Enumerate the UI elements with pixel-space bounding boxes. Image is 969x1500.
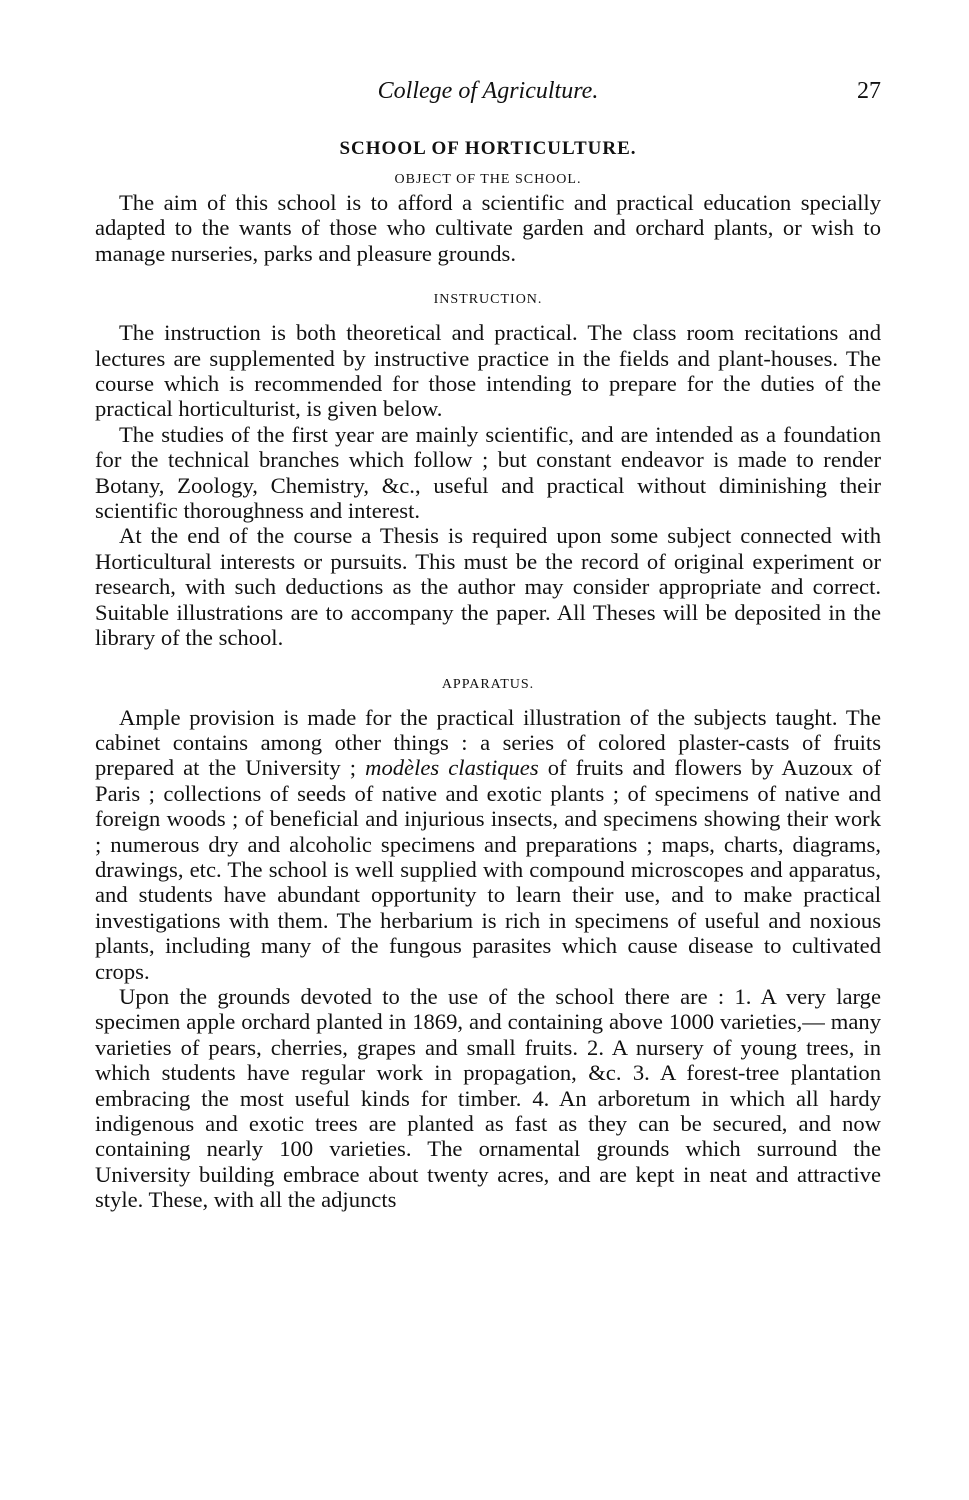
instruction-paragraph-1: The instruction is both theoretical and practical. The class room recitations and lectures are supplemented by instructive practice in the fields and plant-houses. The course which is recommended for those intending to prepare for the duties of the practical horticulturist, is given below. [95,320,881,422]
object-heading: OBJECT OF THE SCHOOL. [394,172,582,187]
page-number: 27 [857,78,881,104]
instruction-paragraph-3: At the end of the course a Thesis is required upon some subject connected with Horticultural interests or pursuits. This must be the record of original experiment or research, with such deductions as the author may consider appropriate and correct. Suitable illustrations are to accompany the paper. All Theses will be deposited in the library of the school. [95,523,881,651]
running-header [95,78,881,112]
running-title: College of Agriculture. [377,78,599,104]
apparatus-p1-italic: modèles clastiques [365,755,539,781]
instruction-paragraph-2: The studies of the first year are mainly scientific, and are intended as a foundation for the technical branches which follow ; but constant endeavor is made to render Botany, Zoology, Chemistry, &c., useful and practical without diminishing their scientific thoroughness and interest. [95,421,881,524]
apparatus-p1-after: of fruits and flowers by Auzoux of Paris ; collections of seeds of native and exotic plants ; of specimens of native and foreign woods ; of beneficial and injurious insects, and specimens showing their work ; numerous dry and alcoholic specimens and preparations ; maps, charts, diagrams, drawings, etc. The school is well supplied with compound microscopes and apparatus, and students have abundant opportunity to learn their use, and to make practical investigations with them. The herbarium is rich in specimens of useful and noxious plants, including many of the fungous parasites which cause disease to cultivated crops. [95,755,881,984]
section-title: SCHOOL OF HORTICULTURE. [339,138,637,159]
apparatus-heading: APPARATUS. [441,676,535,692]
apparatus-p1-before: Ample provision is made for the practical illustration of the subjects taught. The cabinet contains among other things : a series of colored plaster-casts of fruits prepared at the University ; [95,704,881,781]
object-paragraph: The aim of this school is to afford a scientific and practical education specially adapted to the wants of those who cultivate garden and orchard plants, or wish to manage nurseries, parks and pleasure grounds. [95,190,881,266]
document-page [95,78,881,1213]
apparatus-paragraph-1 [95,705,881,984]
apparatus-paragraph-2: Upon the grounds devoted to the use of the school there are : 1. A very large specimen apple orchard planted in 1869, and containing above 1000 varieties,— many varieties of pears, cherries, grapes and small fruits. 2. A nursery of young trees, in which students have regular work in propagation, &c. 3. A forest-tree plantation embracing the most useful kinds for timber. 4. An arboretum in which all hardy indigenous and exotic trees are planted as fast as they can be secured, and now containing nearly 100 varieties. The ornamental grounds which surround the University building embrace about twenty acres, and are kept in neat and attractive style. These, with all the adjuncts [95,983,881,1213]
instruction-heading: INSTRUCTION. [433,292,543,308]
